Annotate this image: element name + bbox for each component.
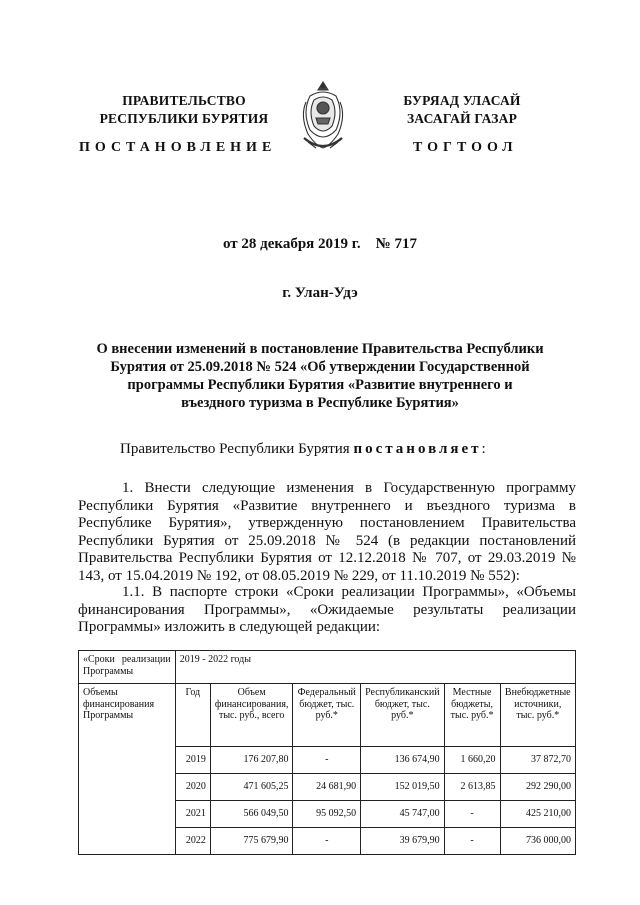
cell-local: 2 613,85: [444, 774, 500, 801]
table-header-row: [79, 684, 576, 747]
cell-republic: 45 747,00: [361, 801, 444, 828]
col-header-extrabudget: Внебюджетные источники, тыс. руб.*: [500, 684, 575, 747]
cell-extrabudget: 425 210,00: [500, 801, 575, 828]
col-header-federal: Федеральный бюджет, тыс. руб.*: [293, 684, 361, 747]
cell-year: 2020: [175, 774, 210, 801]
government-name-ru: [84, 92, 284, 128]
government-name-line1: ПРАВИТЕЛЬСТВО: [122, 93, 246, 108]
row-label-terms: «Сроки реализации Программы: [79, 651, 176, 684]
cell-federal: -: [293, 747, 361, 774]
cell-local: -: [444, 828, 500, 855]
cell-total: 471 605,25: [210, 774, 293, 801]
preamble-verb: постановляет: [353, 441, 482, 457]
cell-total: 566 049,50: [210, 801, 293, 828]
government-name-bua-line1: БУРЯАД УЛАСАЙ: [403, 93, 521, 108]
decree-city: г. Улан-Удэ: [282, 285, 358, 301]
government-name-bua-line2: ЗАСАГАЙ ГАЗАР: [406, 111, 518, 126]
table-row: [79, 651, 576, 684]
cell-year: 2021: [175, 801, 210, 828]
cell-local: 1 660,20: [444, 747, 500, 774]
preamble-colon: :: [481, 441, 486, 457]
cell-total: 775 679,90: [210, 828, 293, 855]
cell-local: -: [444, 801, 500, 828]
cell-extrabudget: 292 290,00: [500, 774, 575, 801]
decree-date-number: от 28 декабря 2019 г. № 717: [223, 236, 417, 252]
paragraph-1-1: 1.1. В паспорте строки «Сроки реализации Программы», «Объемы финансирования Программы», «Ожидаемые результаты реализации Программы» изложить в следующей редакции:: [78, 584, 576, 635]
row-value-terms: 2019 - 2022 годы: [175, 651, 575, 684]
col-header-republic: Республиканский бюджет, тыс. руб.*: [361, 684, 444, 747]
cell-federal: 95 092,50: [293, 801, 361, 828]
cell-republic: 39 679,90: [361, 828, 444, 855]
cell-republic: 152 019,50: [361, 774, 444, 801]
col-header-year: Год: [175, 684, 210, 747]
decree-title-ru: ПОСТАНОВЛЕНИЕ: [79, 140, 277, 155]
cell-year: 2019: [175, 747, 210, 774]
cell-federal: 24 681,90: [293, 774, 361, 801]
col-header-total: Объем финансирования, тыс. руб., всего: [210, 684, 293, 747]
row-label-financing: Объемы финансирования Программы: [79, 684, 176, 855]
cell-year: 2022: [175, 828, 210, 855]
government-name-line2: РЕСПУБЛИКИ БУРЯТИЯ: [99, 111, 269, 126]
preamble: [120, 441, 580, 459]
financing-table: [78, 650, 576, 855]
paragraph-1: 1. Внести следующие изменения в Государственную программу Республики Бурятия «Развитие внутреннего и въездного туризма в Республике Бурятия», утвержденную постановлением Правительства Республики Бурятия от 25.09.2018 № 524 (в редакции постановлений Правительства Республики Бурятия от 12.12.2018 № 707, от 29.03.2019 № 143, от 15.04.2019 № 192, от 08.05.2019 № 229, от 11.10.2019 № 552):: [78, 480, 576, 584]
government-name-bua: [372, 92, 552, 128]
cell-republic: 136 674,90: [361, 747, 444, 774]
cell-total: 176 207,80: [210, 747, 293, 774]
decree-subject: О внесении изменений в постановление Правительства Республики Бурятия от 25.09.2018 № 524 «Об утверждении Государственной программы Республики Бурятия «Развитие внутреннего и въездного туризма в Республике Бурятия»: [96, 341, 544, 411]
decree-title-bua: ТОГТООЛ: [413, 140, 518, 155]
cell-extrabudget: 37 872,70: [500, 747, 575, 774]
coat-of-arms-icon: [296, 78, 350, 154]
cell-extrabudget: 736 000,00: [500, 828, 575, 855]
cell-federal: -: [293, 828, 361, 855]
col-header-local: Местные бюджеты, тыс. руб.*: [444, 684, 500, 747]
preamble-text: Правительство Республики Бурятия: [120, 441, 354, 457]
